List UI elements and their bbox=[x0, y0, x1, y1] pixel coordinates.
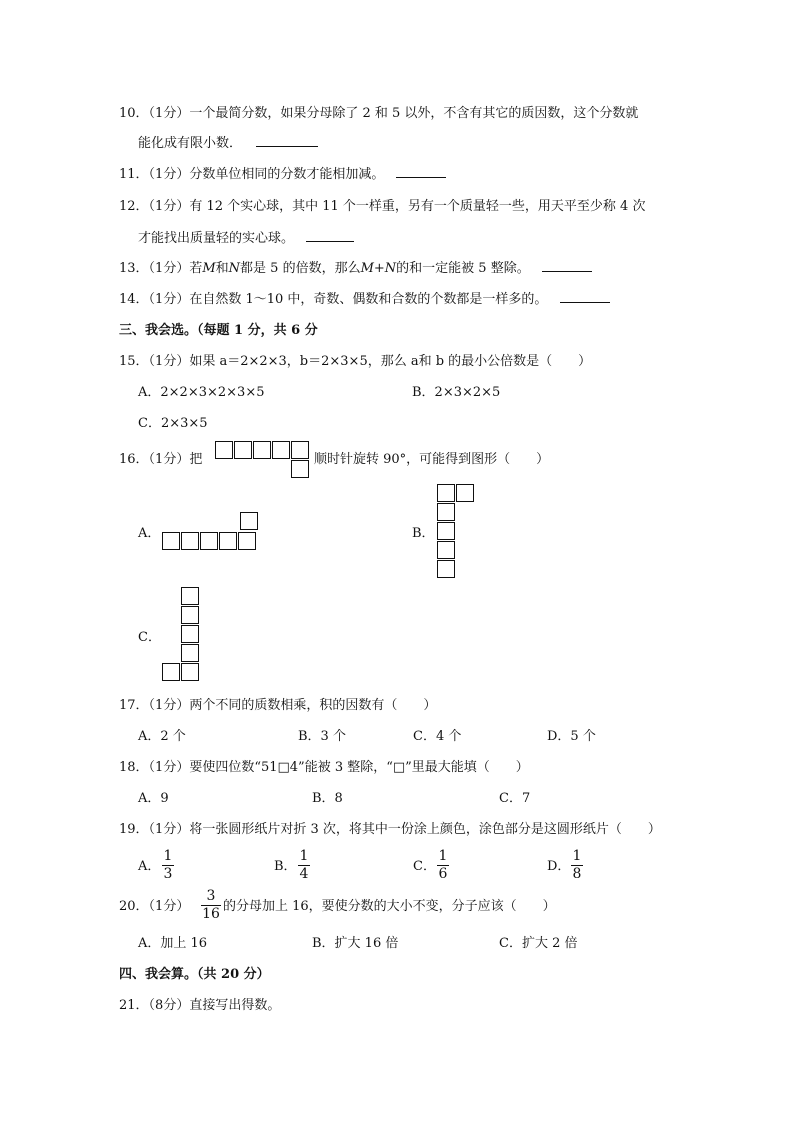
q20-fraction bbox=[201, 889, 221, 922]
q14-answer-blank[interactable] bbox=[560, 290, 610, 303]
grid-square bbox=[162, 532, 180, 550]
q18-option-b[interactable]: B．8 bbox=[312, 791, 343, 806]
q12-text: 才能找出质量轻的实心球。 bbox=[138, 231, 295, 246]
q15-option-c[interactable]: C．2×3×5 bbox=[138, 416, 208, 431]
fraction-denominator: 4 bbox=[299, 866, 309, 882]
q13-line bbox=[119, 259, 592, 279]
grid-square bbox=[240, 512, 258, 530]
grid-square bbox=[437, 560, 455, 578]
q19-option-d-fraction[interactable] bbox=[571, 849, 583, 882]
q12-answer-blank[interactable] bbox=[306, 229, 354, 242]
q11-line bbox=[119, 165, 446, 185]
q10-text: 能化成有限小数． bbox=[138, 136, 243, 151]
q11-answer-blank[interactable] bbox=[396, 165, 446, 178]
q17-option-b[interactable]: B．3 个 bbox=[298, 729, 346, 744]
grid-square bbox=[200, 532, 218, 550]
grid-square bbox=[181, 587, 199, 605]
fraction-denominator: 6 bbox=[438, 866, 448, 882]
q21-stem: 21．（8分）直接写出得数。 bbox=[119, 998, 281, 1013]
q19-option-a-fraction[interactable] bbox=[162, 849, 174, 882]
fraction-denominator: 16 bbox=[202, 906, 220, 922]
grid-square bbox=[437, 503, 455, 521]
q20-option-a[interactable]: A．加上 16 bbox=[138, 936, 208, 951]
q20-option-b[interactable]: B．扩大 16 倍 bbox=[312, 936, 399, 951]
grid-square bbox=[437, 522, 455, 540]
q20-stem-post: 的分母加上 16，要使分数的大小不变，分子应该（ ） bbox=[223, 899, 556, 914]
q12-line1: 12．（1分）有 12 个实心球，其中 11 个一样重，另有一个质量轻一些，用天平至少称 4 次 bbox=[119, 199, 646, 214]
grid-square bbox=[215, 441, 233, 459]
q16-stem-post: 顺时针旋转 90°，可能得到图形（ ） bbox=[314, 452, 550, 467]
q19-option-b-fraction[interactable] bbox=[298, 849, 310, 882]
grid-square bbox=[162, 663, 180, 681]
q18-option-c[interactable]: C．7 bbox=[499, 791, 531, 806]
q13-text-mid2: 都是 5 的倍数，那么 bbox=[240, 261, 361, 276]
grid-square bbox=[181, 663, 199, 681]
grid-square bbox=[181, 606, 199, 624]
q14-text: 14．（1分）在自然数 1～10 中，奇数、偶数和合数的个数都是一样多的。 bbox=[119, 292, 548, 307]
q10-line1: 10．（1分）一个最简分数，如果分母除了 2 和 5 以外，不含有其它的质因数，这个分数就 bbox=[119, 106, 639, 121]
q12-line2 bbox=[138, 229, 354, 249]
q13-text-pre: 13．（1分）若 bbox=[119, 261, 203, 276]
q15-option-b[interactable]: B．2×3×2×5 bbox=[412, 385, 501, 400]
q16-option-c-label[interactable]: C． bbox=[138, 630, 161, 645]
q19-stem: 19．（1分）将一张圆形纸片对折 3 次，将其中一份涂上颜色，涂色部分是这圆形纸片（ ） bbox=[119, 822, 661, 837]
grid-square bbox=[437, 484, 455, 502]
q20-option-c[interactable]: C．扩大 2 倍 bbox=[499, 936, 578, 951]
q13-text-post: 的和一定能被 5 整除。 bbox=[396, 261, 530, 276]
q13-var-m: M bbox=[202, 261, 216, 276]
q19-option-c-fraction[interactable] bbox=[437, 849, 449, 882]
q16-stem-pre: 16．（1分）把 bbox=[119, 452, 203, 467]
grid-square bbox=[437, 541, 455, 559]
grid-square bbox=[181, 625, 199, 643]
q10-line2 bbox=[138, 134, 318, 154]
grid-square bbox=[272, 441, 290, 459]
q11-text: 11．（1分）分数单位相同的分数才能相加减。 bbox=[119, 167, 385, 182]
q16-option-b-label[interactable]: B． bbox=[412, 526, 435, 541]
q19-option-c-label[interactable]: C． bbox=[413, 859, 436, 874]
grid-square bbox=[219, 532, 237, 550]
q13-var-mn: M+N bbox=[360, 261, 397, 276]
grid-square bbox=[181, 532, 199, 550]
fraction-denominator: 8 bbox=[572, 866, 582, 882]
q17-stem: 17．（1分）两个不同的质数相乘，积的因数有（ ） bbox=[119, 698, 437, 713]
grid-square bbox=[234, 441, 252, 459]
grid-square bbox=[238, 532, 256, 550]
section-4-heading: 四、我会算。（共 20 分） bbox=[119, 967, 270, 982]
fraction-denominator: 3 bbox=[163, 866, 173, 882]
section-3-heading: 三、我会选。（每题 1 分，共 6 分 bbox=[119, 323, 318, 338]
grid-square bbox=[253, 441, 271, 459]
grid-square bbox=[291, 441, 309, 459]
q13-var-n: N bbox=[228, 261, 241, 276]
q15-stem: 15．（1分）如果 a＝2×2×3，b＝2×3×5，那么 a和 b 的最小公倍数是（ ） bbox=[119, 354, 592, 369]
fraction-numerator: 1 bbox=[299, 848, 309, 864]
q18-stem: 18．（1分）要使四位数“51□4”能被 3 整除，“□”里最大能填（ ） bbox=[119, 760, 529, 775]
fraction-numerator: 1 bbox=[163, 848, 173, 864]
q19-option-d-label[interactable]: D． bbox=[547, 859, 571, 874]
q19-option-a-label[interactable]: A． bbox=[138, 859, 161, 874]
q16-source-figure bbox=[215, 441, 315, 479]
q17-option-c[interactable]: C．4 个 bbox=[413, 729, 462, 744]
q16-option-c-figure[interactable] bbox=[162, 587, 202, 685]
grid-square bbox=[456, 484, 474, 502]
q13-text-mid1: 和 bbox=[215, 261, 229, 276]
q13-answer-blank[interactable] bbox=[542, 259, 592, 272]
q17-option-a[interactable]: A．2 个 bbox=[138, 729, 186, 744]
q14-line bbox=[119, 290, 610, 310]
q16-option-a-label[interactable]: A． bbox=[138, 526, 161, 541]
q18-option-a[interactable]: A．9 bbox=[138, 791, 169, 806]
grid-square bbox=[291, 460, 309, 478]
q20-stem-pre: 20．（1分） bbox=[119, 899, 190, 914]
q16-option-b-figure[interactable] bbox=[437, 484, 477, 582]
q10-answer-blank[interactable] bbox=[256, 134, 318, 147]
q16-option-a-figure[interactable] bbox=[162, 512, 260, 552]
q19-option-b-label[interactable]: B． bbox=[274, 859, 297, 874]
q15-option-a[interactable]: A．2×2×3×2×3×5 bbox=[138, 385, 265, 400]
fraction-numerator: 1 bbox=[572, 848, 582, 864]
grid-square bbox=[181, 644, 199, 662]
fraction-numerator: 1 bbox=[438, 848, 448, 864]
fraction-numerator: 3 bbox=[206, 888, 216, 904]
q17-option-d[interactable]: D．5 个 bbox=[547, 729, 596, 744]
